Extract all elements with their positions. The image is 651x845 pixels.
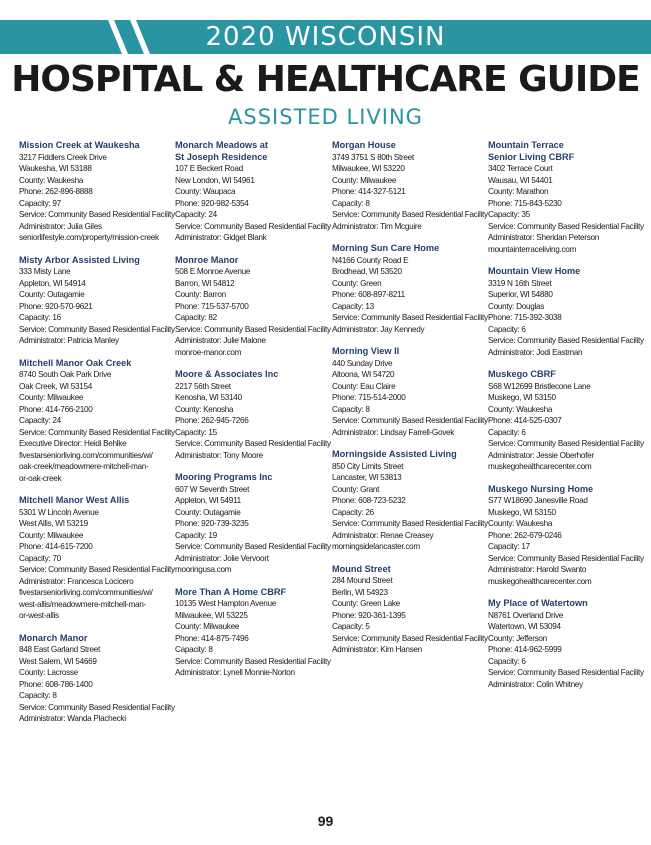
facility-detail: Administrator: Wanda Plachecki (19, 714, 126, 723)
facility-detail: Altoona, WI 54720 (332, 370, 395, 379)
facility-detail: Capacity: 15 (175, 427, 217, 437)
facility-detail: Capacity: 17 (488, 542, 530, 551)
listing-entry (488, 140, 644, 255)
facility-detail: Service: Community Based Residential Facility (19, 210, 175, 219)
facility-detail: morningsidelancaster.com (332, 542, 420, 551)
facility-name: Monroe Manor (175, 254, 239, 265)
facility-detail: Capacity: 6 (488, 427, 526, 437)
facility-detail: County: Milwaukee (19, 530, 84, 540)
facility-detail: Capacity: 82 (175, 313, 217, 322)
facility-detail: Service: Community Based Residential Facility (19, 427, 175, 437)
listing-entry (488, 266, 644, 358)
facility-detail: S77 W18690 Janesville Road (488, 496, 588, 505)
facility-detail: 3749 3751 S 80th Street (332, 152, 414, 162)
facility-detail: Phone: 414-962-5999 (488, 645, 562, 654)
facility-detail: County: Milwaukee (332, 175, 397, 185)
listing-entry (332, 243, 488, 335)
facility-name: Morgan House (332, 140, 396, 150)
listing-entry (488, 598, 644, 690)
facility-detail: Superior, WI 54880 (488, 290, 553, 299)
facility-detail: Administrator: Kim Hansen (332, 645, 422, 654)
facility-detail: 848 East Garland Street (19, 645, 100, 654)
facility-detail: mooringusa.com (175, 565, 232, 574)
facility-detail: 3217 Fiddlers Creek Drive (19, 152, 107, 162)
facility-detail: Oak Creek, WI 53154 (19, 381, 93, 391)
facility-detail: Phone: 920-739-3235 (175, 519, 249, 528)
facility-detail: Service: Community Based Residential Facility (488, 668, 644, 677)
facility-detail: Phone: 608-723-5232 (332, 496, 406, 505)
facility-detail: New London, WI 54961 (175, 175, 255, 185)
facility-detail: Administrator: Julie Malone (175, 336, 266, 345)
facility-detail: 284 Mound Street (332, 576, 393, 585)
facility-detail: Phone: 262-679-0246 (488, 530, 562, 540)
facility-detail: Capacity: 13 (332, 301, 374, 311)
facility-name: Mound Street (332, 563, 391, 574)
facility-detail: Capacity: 19 (175, 530, 217, 540)
facility-detail: muskegohealthcarecenter.com (488, 576, 592, 586)
facility-detail: Administrator: Jodi Eastman (488, 347, 583, 357)
facility-detail: Administrator: Julia Giles (19, 221, 102, 231)
facility-detail: Capacity: 16 (19, 313, 61, 322)
facility-detail: Administrator: Harold Swanto (488, 565, 587, 574)
facility-detail: Phone: 920-361-1395 (332, 610, 406, 620)
facility-detail: seniorlifestyle.com/property/mission-creek (19, 233, 159, 242)
facility-detail: County: Jefferson (488, 633, 547, 643)
facility-detail: Phone: 715-514-2000 (332, 393, 406, 402)
facility-detail: Service: Community Based Residential Facility (332, 519, 488, 528)
facility-detail: 333 Misty Lane (19, 267, 71, 276)
listing-entry (332, 563, 488, 656)
facility-detail: 8740 South Oak Park Drive (19, 370, 112, 379)
facility-detail: Capacity: 70 (19, 553, 61, 563)
facility-detail: Phone: 608-786-1400 (19, 679, 93, 689)
facility-detail: mountainterraceliving.com (488, 244, 577, 254)
listing-entry (19, 357, 175, 485)
facility-detail: Kenosha, WI 53140 (175, 393, 242, 402)
facility-name: Morning View II (332, 346, 400, 356)
facility-detail: Phone: 414-327-5121 (332, 187, 406, 196)
facility-detail: County: Outagamie (19, 290, 85, 299)
facility-detail: Berlin, WI 54923 (332, 587, 388, 597)
facility-detail: Capacity: 26 (332, 507, 374, 517)
facility-detail: Capacity: 97 (19, 198, 61, 208)
facility-detail: 850 City Limits Street (332, 461, 404, 471)
facility-detail: or-west-allis (19, 611, 59, 620)
listing-entry (19, 632, 175, 725)
facility-detail: monroe-manor.com (175, 347, 242, 357)
listing-column-2 (175, 140, 331, 690)
facility-detail: County: Waukesha (19, 175, 84, 185)
facility-detail: Milwaukee, WI 53225 (175, 610, 248, 620)
facility-name: Mountain View Home (488, 266, 581, 276)
banner-title: 2020 WISCONSIN (205, 22, 446, 52)
facility-detail: Service: Community Based Residential Facility (488, 553, 644, 563)
facility-detail: County: Marathon (488, 187, 549, 196)
facility-detail: Service: Community Based Residential Facility (332, 210, 488, 219)
facility-detail: Administrator: Jolie Vervoort (175, 553, 269, 563)
facility-detail: Service: Community Based Residential Facility (175, 324, 331, 334)
facility-detail: Barron, WI 54812 (175, 278, 235, 288)
listing-entry (19, 254, 175, 347)
facility-detail: Service: Community Based Residential Facility (19, 565, 175, 574)
facility-detail: Executive Director: Heidi Behlke (19, 439, 127, 448)
facility-detail: 440 Sunday Drive (332, 358, 393, 368)
facility-detail: Capacity: 6 (488, 324, 526, 334)
facility-detail: Administrator: Jessie Oberhofer (488, 450, 594, 460)
facility-name: Muskego Nursing Home (488, 483, 594, 494)
listing-column-1 (19, 140, 175, 736)
facility-detail: Administrator: Patricia Manley (19, 336, 119, 345)
facility-detail: 3402 Terrace Court (488, 164, 553, 173)
facility-detail: Phone: 920-570-9621 (19, 301, 93, 311)
facility-detail: Capacity: 5 (332, 622, 370, 631)
facility-detail: Phone: 262-945-7266 (175, 416, 249, 425)
facility-name: Muskego CBRF (488, 369, 556, 379)
facility-detail: Phone: 608-897-8211 (332, 290, 405, 299)
listing-entry (488, 369, 644, 473)
facility-detail: Administrator: Renae Creasey (332, 530, 434, 540)
page-number: 99 (317, 813, 334, 829)
facility-detail: Brodhead, WI 53520 (332, 267, 402, 276)
facility-detail: Phone: 414-875-7496 (175, 633, 249, 643)
facility-detail: Administrator: Francesca Locicero (19, 576, 134, 586)
facility-detail: Service: Community Based Residential Facility (175, 542, 331, 551)
facility-detail: 508 E Monroe Avenue (175, 267, 251, 276)
facility-name: Mountain Terrace Senior Living CBRF (488, 140, 575, 162)
facility-detail: Administrator: Tim Mcguire (332, 221, 422, 231)
facility-name: Mitchell Manor Oak Creek (19, 357, 132, 368)
facility-name: My Place of Watertown (488, 598, 588, 608)
facility-detail: County: Grant (332, 484, 380, 494)
facility-detail: Capacity: 8 (332, 404, 370, 414)
facility-name: Morning Sun Care Home (332, 243, 440, 253)
facility-detail: Capacity: 24 (19, 416, 61, 425)
facility-detail: west-allis/meadowmere-mitchell-man- (19, 599, 146, 609)
facility-detail: Watertown, WI 53094 (488, 622, 561, 631)
facility-detail: N8761 Overland Drive (488, 610, 564, 620)
facility-detail: Administrator: Jay Kennedy (332, 324, 425, 334)
facility-detail: Capacity: 6 (488, 656, 526, 666)
facility-detail: Phone: 414-525-0307 (488, 416, 562, 425)
facility-detail: Service: Community Based Residential Facility (488, 336, 644, 345)
facility-detail: 607 W Seventh Street (175, 484, 250, 494)
facility-detail: 3319 N 16th Street (488, 278, 552, 288)
facility-detail: West Salem, WI 54669 (19, 656, 97, 666)
facility-detail: County: Green Lake (332, 599, 400, 608)
facility-detail: Lancaster, WI 53813 (332, 473, 402, 482)
facility-detail: Service: Community Based Residential Facility (332, 416, 488, 425)
facility-detail: 10135 West Hampton Avenue (175, 599, 276, 608)
facility-detail: County: Barron (175, 290, 226, 299)
facility-detail: Wausau, WI 54401 (488, 175, 553, 185)
facility-detail: muskegohealthcarecenter.com (488, 462, 592, 471)
facility-detail: Phone: 715-843-5230 (488, 198, 562, 208)
facility-detail: Service: Community Based Residential Facility (19, 324, 175, 334)
section-subtitle: ASSISTED LIVING (228, 105, 423, 129)
facility-detail: County: Green (332, 278, 382, 288)
facility-detail: 107 E Beckert Road (175, 164, 243, 173)
facility-detail: Service: Community Based Residential Facility (488, 439, 644, 448)
listing-entry (175, 369, 331, 461)
facility-detail: Phone: 414-766-2100 (19, 404, 93, 414)
facility-detail: Service: Community Based Residential Facility (332, 633, 488, 643)
facility-detail: Administrator: Lindsay Farrell-Govek (332, 427, 455, 437)
listing-entry (332, 346, 488, 438)
facility-detail: County: Kenosha (175, 404, 234, 414)
facility-detail: Administrator: Gidget Blank (175, 233, 267, 242)
facility-detail: Administrator: Sheridan Peterson (488, 233, 599, 242)
facility-detail: Service: Community Based Residential Facility (488, 221, 644, 231)
listing-entry (332, 449, 488, 553)
facility-detail: Appleton, WI 54911 (175, 496, 241, 505)
listing-entry (175, 586, 331, 679)
listing-entry (175, 140, 331, 244)
listing-entry (19, 495, 175, 622)
facility-detail: fivestarseniorliving.com/communities/wi/ (19, 588, 153, 597)
facility-detail: 2217 56th Street (175, 381, 231, 391)
facility-detail: Milwaukee, WI 53220 (332, 164, 405, 173)
facility-detail: Service: Community Based Residential Facility (175, 221, 331, 231)
facility-detail: S68 W12699 Bristlecone Lane (488, 381, 591, 391)
facility-name: Mooring Programs Inc (175, 472, 273, 482)
facility-detail: County: Outagamie (175, 507, 241, 517)
facility-detail: Service: Community Based Residential Facility (332, 313, 488, 322)
facility-detail: Capacity: 24 (175, 210, 217, 219)
facility-detail: Service: Community Based Residential Facility (19, 702, 175, 712)
facility-detail: 5301 W Lincoln Avenue (19, 507, 99, 517)
facility-detail: Muskego, WI 53150 (488, 393, 556, 402)
header-banner (0, 20, 651, 54)
listing-entry (175, 472, 331, 576)
facility-detail: Capacity: 8 (175, 645, 213, 654)
facility-detail: Capacity: 8 (19, 691, 57, 700)
facility-detail: County: Eau Claire (332, 381, 396, 391)
facility-detail: County: Milwaukee (175, 622, 240, 631)
facility-name: Mitchell Manor West Allis (19, 495, 130, 505)
facility-name: Monarch Manor (19, 632, 88, 643)
facility-detail: Administrator: Lynell Monnie-Norton (175, 668, 295, 677)
listing-column-4 (488, 140, 644, 701)
facility-detail: or-oak-creek (19, 473, 62, 483)
listing-entry (175, 254, 331, 359)
facility-detail: County: Lacrosse (19, 668, 78, 677)
facility-detail: County: Douglas (488, 301, 545, 311)
facility-name: Morningside Assisted Living (332, 449, 457, 459)
facility-name: Moore & Associates Inc (175, 369, 279, 379)
facility-detail: Phone: 920-982-5354 (175, 198, 249, 208)
facility-detail: Waukesha, WI 53188 (19, 164, 92, 173)
facility-detail: Phone: 715-392-3038 (488, 313, 562, 322)
facility-name: More Than A Home CBRF (175, 586, 287, 597)
facility-detail: Administrator: Colin Whitney (488, 679, 583, 689)
facility-name: Mission Creek at Waukesha (19, 140, 140, 150)
facility-detail: Phone: 715-537-5700 (175, 301, 249, 311)
listing-entry (488, 483, 644, 588)
facility-detail: Service: Community Based Residential Facility (175, 656, 331, 666)
facility-detail: Administrator: Tony Moore (175, 450, 263, 460)
facility-detail: Capacity: 8 (332, 198, 370, 208)
listing-column-3 (332, 140, 488, 667)
facility-detail: N4166 County Road E (332, 255, 409, 265)
facility-detail: Service: Community Based Residential Facility (175, 439, 331, 448)
facility-detail: Appleton, WI 54914 (19, 278, 86, 288)
facility-detail: County: Waukesha (488, 404, 553, 414)
facility-detail: oak-creek/meadowmere-mitchell-man- (19, 462, 149, 471)
listing-entry (332, 140, 488, 232)
facility-name: Monarch Meadows at St Joseph Residence (175, 140, 268, 162)
facility-detail: County: Waupaca (175, 187, 236, 196)
facility-detail: County: Waukesha (488, 519, 553, 528)
listing-entry (19, 140, 175, 244)
facility-detail: Muskego, WI 53150 (488, 507, 556, 517)
facility-detail: West Allis, WI 53219 (19, 519, 88, 528)
facility-detail: fivestarseniorliving.com/communities/wi/ (19, 450, 153, 460)
facility-detail: County: Milwaukee (19, 393, 84, 402)
facility-detail: Phone: 414-615-7200 (19, 542, 93, 551)
facility-name: Misty Arbor Assisted Living (19, 254, 140, 265)
facility-detail: Phone: 262-896-8888 (19, 187, 93, 196)
page-title: HOSPITAL & HEALTHCARE GUIDE (11, 59, 640, 100)
facility-detail: Capacity: 35 (488, 210, 530, 219)
